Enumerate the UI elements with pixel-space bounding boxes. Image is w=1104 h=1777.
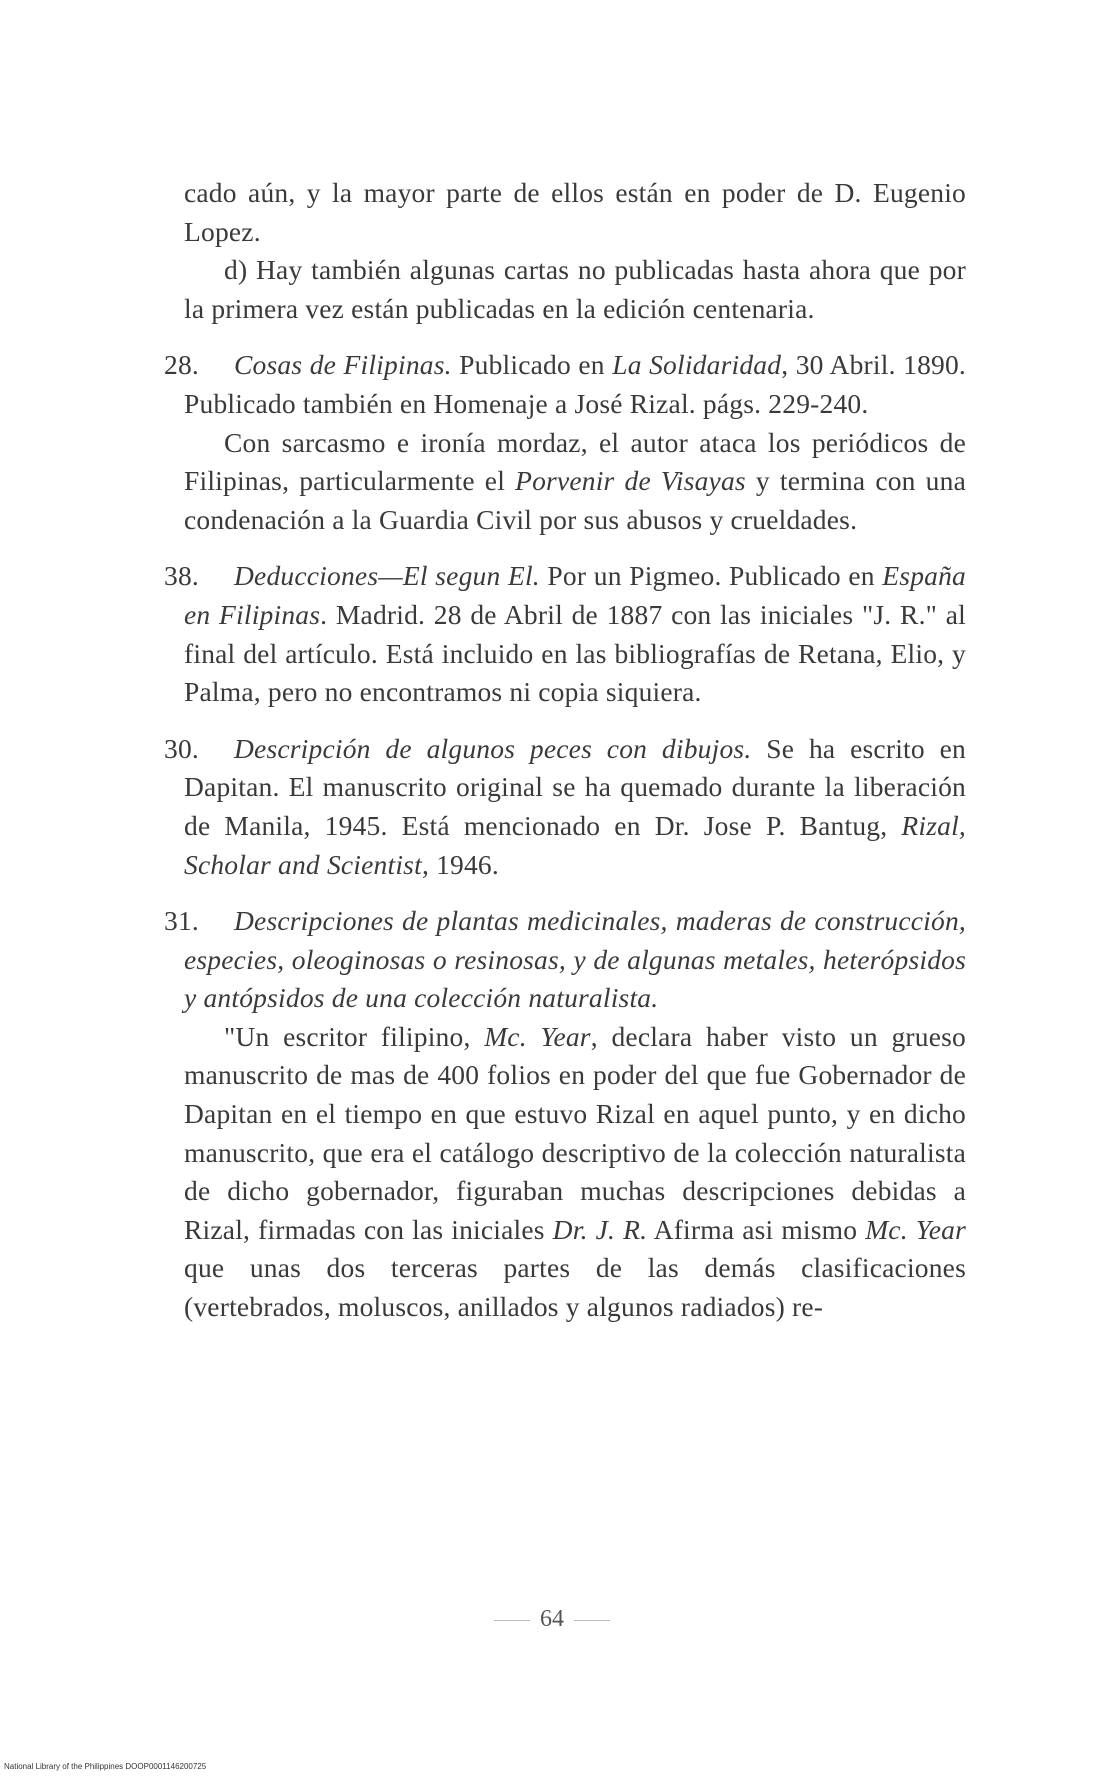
publication-name: Porvenir de Visayas (515, 465, 746, 497)
entry-text: "Un escritor filipino, (224, 1020, 485, 1052)
entry-title: Cosas de Filipinas. (234, 349, 452, 381)
entry-text: Publicado en (451, 349, 613, 381)
dash-left (494, 1620, 530, 1621)
entry-text: , 30 Abril. 1890. Publicado también en Homenaje a José Rizal. págs. 229-240. (184, 349, 966, 419)
entry-text: , declara haber visto un grueso manuscrito de mas de 400 folios en poder del que fue Gobernador de Dapitan en el tiempo en que estuvo Rizal en aquel punto, y en dicho manuscrito, que era el catálogo descriptivo de la colección naturalista de dicho gobernador, figuraban muchas descripciones debidas a Rizal, firmadas con las iniciales (184, 1020, 966, 1245)
page-number-text: 64 (540, 1606, 564, 1632)
book-title: Rizal, Scholar and Scientist (184, 809, 966, 880)
initials: Dr. J. R. (552, 1213, 648, 1245)
archive-footer: National Library of the Philippines DOOP0001146200725 (4, 1762, 207, 1771)
paragraph-continuation (184, 174, 966, 251)
entry-text: , 1946. (421, 848, 499, 880)
entry-31 (164, 902, 966, 1327)
paragraph-d (184, 251, 966, 328)
entry-text: Se ha escrito en Dapitan. El manuscrito original se ha quemado durante la liberación de Manila, 1945. Está mencionado en Dr. Jose P. Bantug, (184, 732, 966, 841)
entry-text: . Madrid. 28 de Abril de 1887 con las iniciales "J. R." al final del artículo. Está incluido en las bibliografías de Retana, Elio, y Palma, pero no encontramos ni copia siquiera. (184, 598, 966, 708)
publication-name: La Solidaridad (612, 349, 782, 381)
entry-title: Descripción de algunos peces con dibujos. (234, 732, 752, 764)
entry-38 (164, 557, 966, 711)
entry-30 (164, 730, 966, 884)
entry-title: Deducciones—El segun El. (234, 560, 540, 592)
entry-text: Por un Pigmeo. Publicado en (539, 560, 883, 592)
author-name: Mc. Year (865, 1213, 966, 1245)
author-name: Mc. Year (484, 1020, 591, 1052)
page-number (0, 1606, 1104, 1633)
entry-number: 38. (164, 560, 199, 592)
entry-number: 30. (164, 732, 199, 764)
publication-name: España en Filipinas (184, 560, 966, 630)
entry-28 (164, 346, 966, 539)
entry-text: que unas dos terceras partes de las demás clasificaciones (vertebrados, moluscos, anillados y algunos radiados) re- (184, 1252, 966, 1323)
entry-number: 28. (164, 349, 199, 381)
entry-title: Descripciones de plantas medicinales, maderas de construcción, especies, oleoginosas o resinosas, y de algunas metales, heterópsidos y antópsidos de una colección naturalista. (184, 905, 966, 1014)
paragraph-text: d) Hay también algunas cartas no publicadas hasta ahora que por la primera vez están publicadas en la edición centenaria. (184, 254, 966, 324)
dash-right (574, 1620, 610, 1621)
entry-text: y termina con una condenación a la Guardia Civil por sus abusos y crueldades. (184, 465, 966, 535)
entry-number: 31. (164, 905, 199, 937)
body-text (164, 174, 966, 1327)
entry-text: Afirma asi mismo (647, 1213, 866, 1245)
entry-text: Con sarcasmo e ironía mordaz, el autor ataca los periódicos de Filipinas, particularmente el (184, 426, 966, 497)
paragraph-text: cado aún, y la mayor parte de ellos están en poder de D. Eugenio Lopez. (184, 177, 966, 247)
